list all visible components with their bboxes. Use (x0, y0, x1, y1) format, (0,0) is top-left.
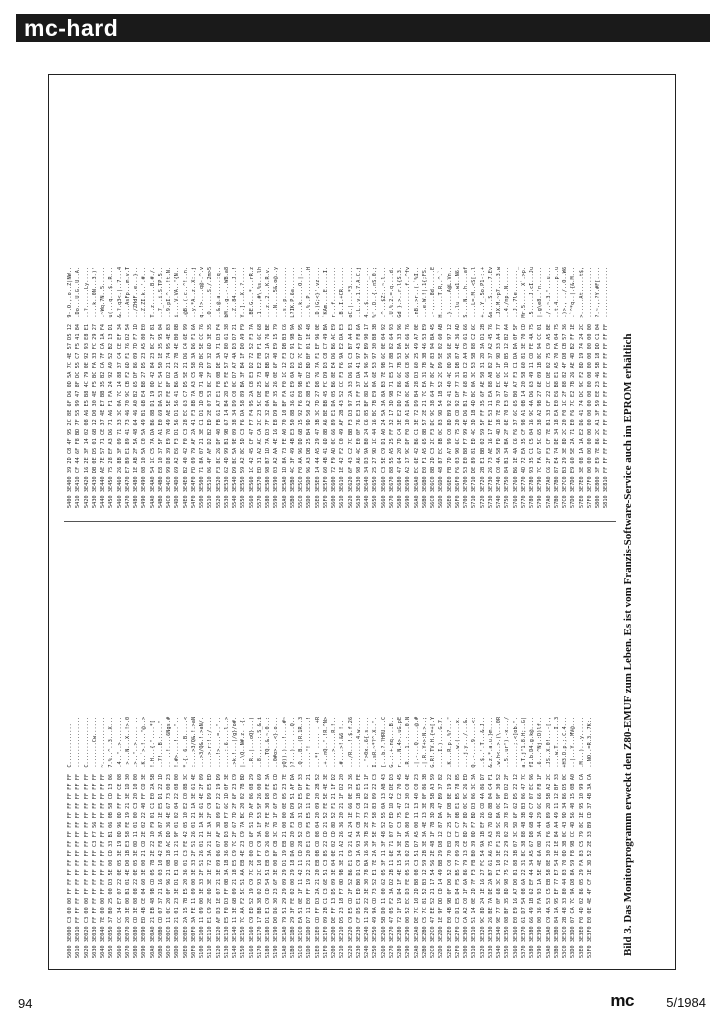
mc-logo: mc (610, 991, 634, 1010)
hex-line: 5120 3E120 AF D3 1E 07 21 3E 09 06 07 AF 3D 09 E7 22 19 D9 ....!>....=..".. (215, 716, 222, 958)
hex-line: 54C0 3E4C0 99 D8 39 E9 70 49 AE 5E FE 8F D2 21 74 95 4E 83 ..9.pI.^...!t.N. (166, 266, 172, 508)
hex-line: 5420 3E420 16 2E 3F 14 02 08 A6 E5 B8 4C 79 0E 92 93 E8 E1 ..?......Ly..... (83, 266, 90, 508)
hex-line: 5480 3E480 1E AB 2F 5A 48 64 46 A0 B2 65 DF 86 09 7D F7 1D ../ZHdF..e...}.. (133, 266, 139, 508)
hex-line: 53D0 3E3D0 07 CA 7C 9A D8 8A 59 F8 9B CC 4D 56 40 15 0B A0 ..|...Y...MV@... (570, 716, 577, 958)
hex-line: 51E0 3E1E0 CD FF D3 2A 21 20 EB 0B CD 08 04 20 09 20 2B 52 ...*! ..... . +R (314, 716, 321, 958)
hex-line: 5100 3E100 11 09 00 3E 33 2F 51 26 01 21 1A 3E 61 4E 2F 09 ...>3/Q&.!.>aN/. (199, 716, 205, 958)
hex-line: 5650 3E650 25 27 9D 1C 44 16 BC 7B E9 0A 6E 53 97 30 B8 3B %'..D..{..nS.0.; (372, 266, 379, 508)
hex-line: 5360 3E360 E0 E9 16 A7 D0 81 88 3B 07 3C 5D 6F 62 D5 22 12 .......;.<]ob.". (512, 716, 519, 958)
hex-line: 5210 3E210 D5 23 18 F7 0D 9B 3E 21 A2 26 36 20 21 1F D2 20 .#....>!.&6 !.. (339, 716, 346, 958)
hex-line: 5200 3E200 DE FF 13 D5 09 3E 04 0E 02 CD 8D 52 F1 21 1F D2 .....>.....R.!.. (331, 716, 337, 958)
hex-line: 5530 3E530 62 4D 99 B1 9B 67 14 B4 2D F5 FE 57 42 80 61 38 bM...g..-..WB.a8 (223, 266, 230, 508)
hex-line: 52F0 3E2F0 C2 D1 E5 D4 F5 B5 77 09 28 C7 C7 0B E1 B5 78 85 ......w.(.....x. (454, 716, 461, 958)
hex-line: 5060 3E060 CC 34 E7 07 22 0E 05 3E 19 0D 96 0D FF FF CE 08 .4.."..>........ (116, 716, 123, 958)
hex-line: 5280 3E280 72 1F 19 D4 1F 4E 15 34 3E 1F C3 75 47 C2 70 45 r....N.4>..uG.pE (397, 716, 403, 958)
hex-line: 5410 3E410 CF 44 6F F8 BD 7F 55 99 47 8F DC 55 C7 F5 41 84 .Do...U.G..U..A. (75, 266, 82, 508)
hex-line: 5520 3E520 F3 8C 26 DF 40 FB 61 A7 E1 F8 0B DE 3A 71 D3 F4 ..&.@.a.....:q.. (215, 266, 222, 508)
hex-line: 54B0 3E4B0 E8 10 37 5F A1 E0 69 DA 53 FC 54 50 1E 35 95 04 ..7_..i.S.TP.5.. (157, 266, 164, 508)
figure-caption: Bild 3. Das Monitorprogramm erweckt den Z80-EMUF zum Leben. Es ist vom Franzis-Software-Service auch im EPROM erhältlich (622, 333, 634, 956)
hex-line: 5130 3E130 E5 F0 D3 FF 0B 3A 1B 36 00 D3 08 F7 6C 1D 0F 3E .....:.6....l..> (223, 716, 230, 958)
hex-line: 5090 3E090 ED 4B CE 04 60 3E 00 21 CD 2E 02 22 40 FF CD 3E .K..`>.!..."@..> (141, 716, 148, 958)
hex-line: 5250 3E250 49 9A CD 73 52 E1 7E 2A 3F 5E 7F 58 83 09 22 C3 I..sR.~*?^.X..". (372, 716, 379, 958)
section-title: mc-hard (24, 15, 119, 41)
hex-line: 5600 3E600 72 F9 AD 0C 66 89 E1 DA 05 B6 8E E4 D6 B6 AC E9 r...f........... (331, 266, 337, 508)
hex-line: 5710 3E710 DE 89 81 ED 4C 3D 1B 4D BC 0A 3C 53 5B 88 C2 6C ....L=.M..<S[..l (471, 266, 478, 508)
hex-line: 5290 3E290 00 52 EC D3 FE 05 31 02 D9 3A 80 F0 12 30 C0 4E .R....1..:...0.N (405, 716, 412, 958)
hex-line: 5560 3E560 1C 42 45 CF 47 F7 F4 95 2A C8 E3 D2 72 52 F3 7A .BE.G...*...rR.z (248, 266, 255, 508)
hex-line: 5440 3E440 AE 7E 57 71 CE 37 4E E7 BB 35 B2 CA 7F CA 1A F4 .~Wq.7N..5...... (100, 266, 106, 508)
hex-line: 53E0 3E3E0 F0 4D 02 86 05 29 FA 83 C5 79 8C 1E 95 10 99 CA .M...)...y...... (578, 716, 585, 958)
hex-line: 5450 3E450 75 28 EF A3 D6 71 A6 F1 FA 24 92 A9 52 B2 13 D1 u(...q...$..R... (108, 266, 115, 508)
hex-line: 5370 3E370 61 D7 54 08 6A 22 31 8C 38 88 48 3B B3 06 47 7C a.T.j"1.8.H;..G| (520, 716, 527, 958)
hex-line: 5070 3E070 20 3E 00 B1 01 4E D0 1B E3 58 FE 19 21 3E 1D 30 >...N...X..!>.0 (124, 716, 131, 958)
hex-line: 5310 3E310 51 14 0E 2D 7F F3 FB B0 39 0D F7 BD D3 06 3C 3A Q..-....9.....<: (471, 716, 478, 958)
hex-line: 5000 3E000 C3 00 00 FF FF FF FF FF FF FF FF FF FF FF FF FF C............. (67, 723, 73, 958)
hex-line: 56B0 3E6B0 E0 F1 A5 65 8B 57 2E 21 7C EA 31 7B 3B 46 53 E9 ...e.W.!|.1{;FS. (421, 266, 428, 508)
hex-line: 5110 3E110 E1 C9 2E 0D 3E 1E 72 3A 21 1E 3A 2F C9 D9 E5 ED ....>.r:!.:/.... (207, 716, 214, 958)
hex-line: 5380 3E380 66 49 1B 62 EF 44 34 A5 67 D8 6B 40 C7 07 EC 96 fI.b.D4.g.k@.... (529, 716, 535, 958)
hex-line: 5010 3E010 FF FF FF FF FF FF FF FF FF FF FF FF FF FF FF FF ................ (75, 716, 82, 958)
hex-line: 57A0 3E7A0 C6 2F F3 CF 7E 81 33 CF 22 CC DE 02 75 C9 A5 8E ./..~.3."...u... (545, 266, 552, 508)
magazine-header-bar (16, 14, 710, 42)
hex-line: 50B0 3E0B0 CD 07 37 21 16 03 10 42 F8 3A 87 1E E5 D1 22 1D ..7!...B.:...." (157, 720, 164, 958)
hex-line: 56D0 3E6D0 48 87 EC 8B 0C 83 9D 54 1B 52 2C D9 5E 02 60 AB H......T.R,.^.`. (438, 266, 445, 508)
hex-dump-left-column (66, 540, 614, 958)
hex-line: 5460 3E460 26 8B 3F 09 71 33 3C 0A 7C 14 88 37 C4 CE EF 34 &.?.q3<.|..7...4 (116, 266, 123, 508)
hex-line: 54E0 3E4E0 B2 40 42 F0 C3 28 EC 63 C7 D5 5E 21 D6 C4 6E 99 .@B..(.c..^!..n. (182, 266, 189, 508)
hex-line: 5730 3E730 26 73 AE 16 17 FE 53 11 EA 88 A8 82 37 A2 45 76 &s....S.....7.Ev (487, 266, 494, 508)
hex-line: 54A0 3E4A0 54 1C C5 7A DA B6 8B D1 19 0D 42 84 23 8C 2F 81 T..z......B.#./. (149, 266, 156, 508)
hex-line: 5330 3E330 26 BE 7A DE 2A B7 61 A6 75 A3 7D 6D 8B 04 C4 F1 &.z.*.a.u.}m.... (487, 716, 494, 958)
hex-line: 53A0 3E3A0 C9 4A 53 C5 EB 58 8E 30 21 F6 0A 89 2D 5B A2 2C .JS..X.0!...-[., (545, 716, 552, 958)
hex-line: 5610 3E610 1E 42 F2 C0 49 AF 2B 43 52 CC F3 F6 9A E2 DA E3 .B..I.+CR....... (339, 266, 346, 508)
hex-line: 5340 3E340 9E 77 0F 68 3C F1 10 3E F1 28 5C 8A 0C 9F 30 52 .w.h<..>.(\...0R (496, 716, 502, 958)
hex-line: 5540 3E540 D9 BC 5A 9E 09 38 34 D9 C0 0C D7 A7 4A D3 D7 21 ..Z..84.....J..! (232, 266, 238, 508)
hex-line: 51B0 3E1B0 29 3F FE 02 00 29 18 DA 0D 20 F3 DA D9 51 AF DA )?...)... ...Q.. (289, 716, 296, 958)
hex-dump-right-column (66, 90, 614, 508)
hex-line: 50C0 3E0C0 11 0C 20 0F 96 21 0B 18 AC DD 36 4E 67 73 00 23 .. ..!....6Ngs.# (166, 716, 172, 958)
hex-line: 5510 3E510 06 4F AF D2 B2 ED 2E 07 53 8C 2F D7 32 6D 3E 35 .O......S./.2m>5 (207, 266, 214, 508)
hex-line: 5620 3E620 6F 43 C2 7C BB F3 D3 97 2A 33 D6 91 C3 B7 A4 E3 oC.|....*3...... (347, 266, 354, 508)
hex-line: 52E0 3E2E0 E0 4B 9B 0F D0 52 C0 70 ED C2 25 3F DB 8E 19 22 .K...R.p..%?..." (446, 716, 453, 958)
hex-line: 5390 3E390 00 36 FA 93 1A 5E 4E 6A 0D 3A 44 29 6C 66 F8 1F .6...^Nj.:D)lf.. (537, 716, 544, 958)
hex-line: 55E0 3E5E0 14 44 A5 29 47 3B 3C 7D 27 D8 76 7A F1 EF 96 0E .D.)G;<}'.vz.... (314, 266, 321, 508)
hex-line: 5500 3E500 71 8A 07 21 3E C1 D1 1D CB 71 40 2D BC 5E CC 76 q..!>....q@-.^.v (199, 266, 205, 508)
hex-line: 5780 3E780 93 35 C1 C5 04 16 9C 4A D6 63 49 11 CD FE 4A 75 .5.....J.cI...Ju (529, 266, 535, 508)
hex-line: 5080 3E080 CD 3E 08 08 22 0E 05 3E 0D 11 01 00 C3 20 10 00 .>.."..>..... .. (133, 716, 139, 958)
hex-line: 5050 3E050 37 B0 25 00 D3 5E 00 CD 33 B1 06 0B 58 CD 13 06 7.%..^..3...X... (108, 716, 115, 958)
hex-line: 5230 3E230 CF D5 E1 ED B0 D1 C9 1A 93 34 CB 77 C8 1B E5 FE .........4.w.... (355, 716, 362, 958)
figure-frame (48, 74, 676, 970)
hex-line: 5760 3E760 B6 1E 4A C6 F6 37 6C 65 B0 A7 F3 C1 DA DA 0F 5F ..J..7le......._ (512, 266, 519, 508)
hex-line: 5400 3E400 39 2D C8 4F 95 2C 8E 6F D6 0D 5A 7C 4E 57 D5 12 9-.O.,.o..Z|NW.. (67, 266, 73, 508)
hex-line: 54D0 3E4D0 69 A2 E6 F3 D1 56 D1 56 41 B6 DA 22 7B 4E B0 8B i....V.VA.."{N.. (174, 266, 181, 508)
page-number: 94 (18, 996, 33, 1011)
hex-line: 50A0 3E0A0 21 EB 48 9B CD 05 7B 2E 22 10 F9 01 C1 E0 2A 5B !.H...{."....*[ (149, 720, 156, 958)
hex-line: 52B0 3E2B0 C5 7C 81 52 B3 12 59 2B 3E 3A 4E 13 3E 0F 86 3B .|.R..Y+>:N.>..; (421, 716, 428, 958)
hex-line: 50E0 3E0E0 2A 15 7B E5 20 36 01 C3 FE 42 05 10 E2 C0 8B 3C *.{. 6...B.....< (182, 716, 189, 958)
hex-line: 55B0 3E5B0 4C 3F 49 4B E3 50 8B 36 61 E9 0A D3 C2 91 9B 9A L?IK.P.6a....... (289, 266, 296, 508)
rotated-figure (56, 82, 668, 962)
hex-line: 5660 3E660 C3 5E C9 D1 A0 24 5A 3A 8A B3 7E 9B 6C 0E 04 92 .^...$Z:..~.l... (380, 266, 387, 508)
hex-line: 5810 3E810 FF FF FF FF FF FF FF FF FF FF FF FF FF FF FF FF ................ (603, 266, 610, 508)
hex-line: 52D0 3E2D0 1E 9F DD CD 14 49 BB 29 D8 12 87 DA 47 B9 37 82 .....I.)....G.7. (438, 716, 445, 958)
hex-line: 5770 3E770 4D 72 EA 35 CF 98 A1 0B 14 20 58 60 81 3E 70 CD Mr.5..... X`.>p. (520, 266, 527, 508)
hex-line: 53C0 3E3C0 2B 48 33 80 44 83 70 0D 3B 0C 43 9D 34 86 D5 0C +H3.D.p.;.C.4... (562, 716, 568, 958)
hex-line: 5220 3E220 C9 E5 CD 2F 52 B6 E1 C9 21 A1 24 1E 66 0E 32 36 .../R...!.$.f.26 (347, 716, 354, 958)
hex-line: 5590 3E590 03 A2 AA 4E 16 E8 D9 8F 35 26 0E 6F 40 E9 15 79 ...N....5&.o@..y (273, 266, 280, 508)
hex-line: 57C0 3E7C0 B3 29 3E 8D 2C 20 F0 1C 2F 88 82 4F D8 CB 57 36 .)>., ../..O..W6 (562, 266, 568, 508)
hex-line: 5670 3E670 88 55 A5 25 FF 32 17 3D 9B 71 E5 17 8B 82 64 93 .U.%.2.=.q....d. (388, 266, 395, 508)
hex-line: 5020 3E020 C3 00 00 FF FF FF FF FF FF FF FF FF FF FF FF FF C............... (83, 716, 90, 958)
hex-line: 5800 3E800 3F E9 7E 86 2C A1 3F 59 EE 23 46 5B 18 DD C1 04 ?.~.,.?Y.#F[.... (595, 266, 601, 508)
hex-line: 5740 3E740 C0 4A 58 FD 4D 18 7E 70 37 EC 0C 1F 9D 33 A4 77 .JX.M.~p7....3.w (496, 266, 502, 508)
hex-line: 55F0 3E5F0 60 4B 41 6D 8B A6 BE BB 45 FC D9 D3 C8 C7 49 BA `KAm....E.....I. (322, 266, 329, 508)
issue-label: 5/1984 (666, 995, 706, 1010)
hex-line: 5150 3E150 7C AA F2 5C 51 AA EB 4E 23 C9 7A BC 20 02 7B BD |..\Q..N#.z. .{. (240, 716, 247, 958)
hex-line: 5350 3E350 08 BF 35 8D 98 75 72 22 29 02 2D 78 17 E0 D2 2F ..5..ur").-x.../ (504, 716, 511, 958)
hex-line: 51F0 3E1F0 09 2B C1 C3 6E 51 C3 85 22 CD 21 52 FE 5E 4E 3E .+..nQ..".!R.^N> (322, 716, 329, 958)
hex-line: 5260 3E260 5B D0 11 00 62 05 3F 11 3F 48 52 55 0A 13 AB 43 [...b.?.?HRU...C (380, 716, 387, 958)
hex-line: 56C0 3E6C0 8B 2D C3 2C F3 DC 9C 38 64 7F 8C AF 83 94 BA 45 .-.,...8d......E (430, 266, 436, 508)
hex-line: 5320 3E320 9C 8D 24 1E 16 27 FC 54 9A 1B EF 26 CD 4A 86 D7 ..$..'.T...&.J.. (479, 716, 486, 958)
hex-line: 53F0 3E3F0 E0 0E 4E 4F CF 1E 3D 52 2E 33 B9 CD 37 4B 3A CA ..NO..=R.3..7K:. (586, 716, 593, 958)
hex-line: 5720 3E720 2B E1 BB 02 59 5F FF 35 6F AE 50 31 2D 3A D1 2B +...Y_.5o.P1-:.+ (479, 266, 486, 508)
column-divider (64, 521, 616, 522)
hex-line: 56E0 3E6E0 FB 7D A7 99 C0 8D B9 92 41 40 4C 0D 56 6E 97 12 .}......A@L.Vn.. (446, 266, 453, 508)
hex-line: 51C0 3E1C0 EA 51 0E 1F 11 42 11 CD 28 52 CD 31 52 E5 DF 33 .Q...B..(R.1R..3 (298, 716, 304, 958)
hex-line: 56A0 3E6A0 EC 6E 42 B6 C1 3E 72 D9 B4 28 D3 60 25 49 A7 0E .nB..>r..(.`%I.. (413, 266, 420, 508)
hex-line: 5240 3E240 11 20 22 3E 30 78 BA 16 36 7B 2E 73 12 82 11 1F . ">0x..6{.s.... (364, 716, 370, 958)
hex-line: 5570 3E570 ED 31 A2 AC CA 2C 23 5C DE 25 73 E2 FB F1 6C 68 .1...,#\.%s...lh (256, 266, 263, 508)
hex-line: 51A0 3E1A0 79 51 29 29 09 29 D1 19 EB 21 00 00 0E 05 23 7E yQ)).)...!....#~ (281, 716, 288, 958)
hex-line: 5030 3E030 FF FF FF FF FF FF FF FF C3 F7 56 FF FF FF FF FF ........Cw...... (91, 716, 98, 958)
hex-line: 5490 3E490 08 10 5A C0 5A 49 B1 6B E4 B8 27 D5 23 A5 80 E0 ..Z.ZI.k..'.#... (141, 266, 148, 508)
hex-line: 5640 3E640 34 D3 9A B0 24 C6 85 BF 8D DC 14 96 5F B9 90 17 4...$......._... (364, 266, 370, 508)
hex-line: 5140 3E140 11 3E 6B 09 21 18 E5 C9 7C 2F 67 7D 2F 6F 23 C9 .>k.!...|/g}/o#. (232, 716, 238, 958)
hex-line: 55C0 3E5C0 F0 AA 96 DD 6B 15 92 F6 E0 9B 4F E6 7C F7 DF 95 ....k.....O.|... (298, 266, 304, 508)
hex-line: 5750 3E750 84 B1 34 BA 2F 6E 70 E3 07 4E 1C 1D B5 12 B2 A4 ..4./np..N...... (504, 266, 511, 508)
hex-line: 5040 3E040 7E 00 00 FF FF FF FF FF FF FF FF FF FF FF FF FF ~............... (100, 716, 106, 958)
hex-line: 56F0 3E6F0 F6 03 90 6C 75 20 CD 92 DF 77 31 DB 87 4E 36 AD ...lu ...w1..N6. (454, 266, 461, 508)
hex-line: 57B0 3E7B0 87 E4 74 DE 34 18 EA E0 E6 B8 E1 A5 70 FA 04 75 ..t.4.......p..u (553, 266, 560, 508)
hex-line: 57E0 3E7E0 3E 08 1A 1A E2 D6 41 74 DC 9C F2 8D 19 74 24 2C >.....At.....t$, (578, 266, 585, 508)
hex-line: 5630 3E630 98 A6 4C E0 0F 76 E3 31 FF 37 DA 41 97 43 F8 6A ..L..v.1.7.A.C.j (355, 266, 362, 508)
hex-line: 55A0 3E5A0 1D 8A 73 FE A0 70 10 BF FA F0 1C 12 F3 DB B3 C6 ..s..p.......... (281, 266, 288, 508)
hex-line: 5170 3E170 17 BB 38 02 93 2C 10 F7 C9 3A 1F 53 5F 26 00 69 ..8..,...:.S_&.i (256, 716, 263, 958)
hex-line: 52C0 3E2C0 47 EE 52 21 17 54 56 2E 48 1F 7B 3D 2B 5B A3 59 G.R!.TV.H.{=+[.Y (430, 716, 436, 958)
hex-line: 5180 3E180 D1 E1 C9 CD 54 51 EB C9 26 00 7E FE 30 D8 FE 3A ....TQ..&.~.0..: (265, 716, 271, 958)
hex-line: 5430 3E430 DB 0E D5 01 6B 12 D0 30 4E F5 BC FA 33 FC 29 27 ....k..0N...3.)' (91, 266, 98, 508)
hex-line: 50D0 3E0D0 21 01 23 3E D1 E1 0D 11 21 9F 01 02 04 22 08 00 !.#>....!....".. (174, 716, 181, 958)
hex-line: 53B0 3E3B0 84 1A 95 EF 77 E7 54 1E 1E 84 A4 49 11 12 BF 33 ....w.T.....I..3 (553, 716, 560, 958)
hex-line: 57F0 3E7F0 00 00 00 00 00 00 00 00 00 00 00 00 00 00 00 00 ................ (586, 266, 593, 508)
hex-line: 52A0 3E2A0 DE 7C 10 2D B8 08 C3 51 D7 A5 00 11 13 40 C0 23 .|.-...Q.....@.# (413, 716, 420, 958)
hex-line: 5270 3E270 47 05 F2 3A D2 2B 11 6E 71 07 07 ED 1D 42 DE D3 G..:.+.nq....B.. (388, 716, 395, 958)
hex-line: 5160 3E160 C9 ED 52 19 C9 7C 2E 00 CD 6F 51 7D AF 06 08 29 ..R..|...oQ}...) (248, 716, 255, 958)
hex-line: 5680 3E680 47 64 20 7D C4 3E E2 DD 72 86 6C 7B 53 8A 33 96 Gd }.>..r.l{S.3. (397, 266, 403, 508)
hex-line: 5580 3E580 98 B7 1D 7A D3 7F 32 0A FB 8C 4B BB 52 1A 76 BE ...z..2...K.R.v. (265, 266, 271, 508)
hex-line: 54F0 3E4F0 FD 09 79 AF 2A 41 F3 8B 7A A3 C5 58 3A D6 F1 6A ..y.*A..z..X:..j (190, 266, 197, 508)
hex-line: 5700 3E700 53 E0 B8 F7 99 4E D6 B1 7F 68 83 C2 A4 C9 61 66 S....N...h....af (463, 266, 469, 508)
hex-line: 5790 3E790 7C FA 67 5C 65 38 A2 9B 27 6E 09 1B 8C 94 CC 01 |.g\e8..'n...... (537, 266, 544, 508)
hex-line: 55D0 3E5D0 96 A3 DB 25 B4 9D 50 A2 8B F5 D2 BD BF 01 1E 48 ...%..P........H (306, 266, 313, 508)
hex-line: 51D0 3E1D0 D7 11 E0 FF 19 22 21 20 E1 C9 F5 E5 11 F0 FF 21 ....."! .......! (306, 716, 313, 958)
hex-line: 5470 3E470 E7 B9 E1 89 41 73 46 70 9C CB F2 6D F1 76 D2 54 ....AsFp...m.v.T (124, 266, 131, 508)
hex-line: 50F0 3E0F0 3A FE 11 09 00 3E 33 2F 51 26 01 21 1A 3E 61 4E :....>3/Q&.!.>aN (190, 716, 197, 958)
hex-line: 5190 3E190 D0 D6 30 23 6F 3E 00 8F CB 3C 7D 1F 6F C9 E5 CD ..0#o>...<}.o... (273, 716, 280, 958)
hex-line: 5690 3E690 A2 17 9C DF F0 10 A1 DA 8C 8A 66 C8 9C 5E 66 76 ..........f..^fv (405, 266, 412, 508)
hex-line: 57D0 3E7D0 E9 60 5E 2A 71 E0 F6 7C E2 7B 26 AE 4D B2 FF 1E .`^*q..|.{&.M... (570, 266, 577, 508)
hex-line: 5550 3E550 59 A2 8C 5D C3 F6 DA 58 89 BA 3F B4 1F D0 A9 F9 Y..]...X..?..... (240, 266, 247, 508)
hex-line: 5300 3E300 CA A2 C0 1F 6A 86 79 13 CE 8D 2F 8D 0C 9C 26 ED ....j.y.../...&. (463, 716, 469, 958)
